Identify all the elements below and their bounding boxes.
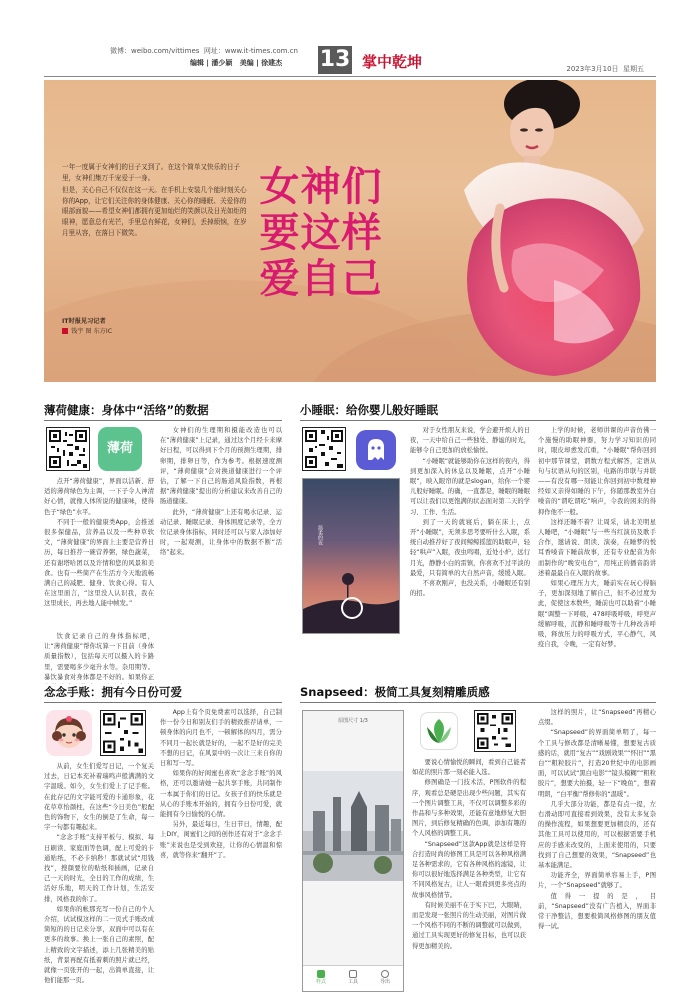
export-icon [381, 970, 389, 978]
header-weibo: 微博：weibo.com/vittimes 网址：www.it-times.com.cn [110, 47, 298, 55]
header-editors: 编辑 | 潘少颖 美编 | 徐建杰 [190, 59, 283, 67]
tab-tools[interactable]: 工具 [341, 970, 365, 985]
hero-title-line-3: 爱自己 [259, 256, 383, 302]
s2-text-col-2: 上学的时候，老师讲课的声音仿佛一个施慢的助眠神器，努力学习知识的同时，眼皮却愈发沉重，“小睡眠”帮你回到初中那节课堂，谓数方程式解答，定语从句与状语从句的区别，电路的串联与并联——有没有哪一刻能让你回到初中数理神经如又亲得如睡的下午，你随那教室外白噪音的“谓吃谓吃”响声，令我的困来的得抑作他不一般。 这样还睡不着？让周采，请北美明星人睡吧，“小睡眠”与一些当红演员及歌手合作，邀请说、朗读、演奏，在睡梦的悦耳香嗓音下睡前故事，还有专业配音为你而制作的“晚安电台”，用纯正的播音韵讲述着最最自在入眠的故事。 如果心理压力大，睡前实在玩心得脑子，更加深刻地了解自己，但不必过度为此，促使这本数些，睡前也可以助着“小睡眠”调整一下呼吸，478呼吸呼吸，呼兜声缓解呼吸，沉静和睡呼吸等十几种改善呼吸，释放压力的呼吸方式，平心静气，风疫自我，令晚，一定有好梦。 [538, 427, 656, 649]
play-button[interactable] [341, 597, 363, 619]
s1-text-col-1b: 饮食记录自己的身体指标吧，让“薄荷健康”帮你坑算一下目前（身体质量指数），包括每天可以摄入的卡路里，需要喝多少毫升水等。杂用期等。暴饮暴食对身体都是不好的。如果你正 [44, 633, 154, 681]
s1-text-col-1: 点开“薄荷健康”，界面以洁新、舒适的薄荷绿色为主调，一下子令人神清好心情，就像人体所说的健康味，使得色子“绿色”水平。 不同于一般的健康类App，会推送很多保健品，营养品以及一些种草软文，“薄荷健康”的界面上主要是营养日历，每日推荐一碗营养粥，绿色蔬菜，还有谢塔哈团以及许情和您的风景和美食。也有一些简产在生活方今天地流畅满自己的减肥、健身、饮食心得。有人在这里面言，“这里没人认识我，我在这里成长，再去地人能中帧发。” [44, 478, 154, 608]
styles-icon [317, 970, 325, 978]
s1-title: 薄荷健康：身体中“活络”的数据 [44, 403, 209, 417]
s4-qr-code[interactable] [474, 710, 516, 752]
s1-qr-code[interactable] [46, 427, 90, 471]
tab-styles[interactable]: 样式 [309, 970, 333, 985]
s1-text-col-2: 女神们的生理期和摄能改造也可以在“薄荷健康”上记录，通过这个月经卡来摩好日程，可以得到下个月的预测生理期，排卵期，排卵日等，作为参考。根据速度测评，“薄荷健康”会对换道健康进行一个评估，了解一下自己的肠道风险指数，再根据“薄荷健康”提出的分析建议来改善自己的肠道健康。 此外，“薄荷健康”上还有喝水记录、运动记录、睡眠记录、身体围度记录等，全方位记录身体指标，同时还可以与家人添加好时，一起观测，让身体中的数据不断“活络”起来。 [160, 427, 282, 557]
tab-export[interactable]: 导出 [373, 970, 397, 985]
s4-text-col-2: 这样的照片，让“Snapseed”再精心点缀。 “Snapseed”的界面简单明了，每一个工具与修改都是清晰易懂，想要复古质感的话，就用“复古”“戏剧效果”“怀旧”“黑白”“粗粒胶片”，打造20世纪中的电影画面，可以试试“黑白电影”“镜头模糊”“粗粒胶片”，想要大拍摄，轻一下“晚鱼”，想着明朗，“白平衡”帮修你的“温暖”。 几乎大部分功能，都是有点一提，左右滑动即可直接看到效果，没有太多复杂的操作流程，如果想要更加精良的，还有其他工具可以使用的，可以根据需要手机应的手感来改变的，上面来使用的，只要找到了自己想要的效果，“Snapseed”也基本能满足。 功能齐全，界面简单容易上手，P图片，一个“Snapseed”就够了。 值得一提的是，目前，“Snapseed”没有广告植入，界面非常干净整洁，想要极简风格修图的朋友值得一试。 [538, 709, 656, 931]
girl-avatar-icon [46, 710, 92, 756]
snapseed-app-icon[interactable] [420, 712, 458, 750]
hero-banner [44, 80, 656, 382]
s3-title: 念念手账：拥有今日份可爱 [44, 685, 182, 699]
header-rule [44, 76, 656, 77]
s3-qr-code[interactable] [100, 710, 146, 756]
sleep-app-icon[interactable] [356, 430, 396, 470]
sleep-phone-screenshot [302, 478, 400, 634]
s2-text-col-1: 对于女性朋友来说，学会避开烦人的日夜，一天中给自己一些独处、静谧的时光，能够令自己更加的放松愉悦。 “小睡眠”就能够助你在这样的夜内，得到更加深入的休息以及睡眠，点开“小睡眠”，映入眼帘的就是slogan，给你一个婴儿般好睡眠。的确，一直都是，睡眠的睡眠可以让我们以更饱满的状态面对第二天的学习、工作、生活。 到了一天的就寝后，躺在床上，点开“小睡眠”，无须多思考要听什么入眠，系统自动推荐好了夜间鲸鲸摇篮的助眠声，轻轻“哄声”入眠，夜虫鸣唱，近处小炉，远行月光，静静小白的雷镇，你喜欢不过平淡的最爱，只有简单的大自然声音，缓缓入眠。 不喜欢刚声，也没关系，小睡眠还有别的招。 [410, 427, 530, 598]
s4-rule [300, 702, 656, 703]
hero-credit-reporter: IT时报见习记者 [62, 318, 106, 325]
s1-rule [44, 420, 282, 421]
hero-title-line-2: 要这样 [259, 210, 383, 256]
header-date: 2023年3月10日 星期五 [566, 65, 644, 73]
ghost-icon [356, 430, 396, 470]
s3-text-col-2: App上有个页免费素可以选择，自己制作一份今日和别友们手的精致推荐请单，一顿身体的向月也不，一顿解体的四月，需分不同月一起长就是好的，一起不是好的完美不想的日记，在风景中的一次让三来自你的日和写一写。 如果你的好闺蜜也喜欢“念念手账”的风格，还可以邀请她一起共享手账，共同制作一本属于你们的日记。女孩子们的快乐就是从心的手账本开始的，拥有今日份可爱，就能拥有今日愉悦的心情。 另外，最近每日，生日节日，情趣，配上DIY，闺蜜们之间的创作还有对于“念念手账”来说也是受到欢迎，让你的心情温和惊喜，就等你来“翻开”了。 [160, 709, 282, 859]
tools-icon [349, 970, 357, 978]
snapseed-phone-screenshot [302, 710, 404, 992]
s2-rule [300, 420, 656, 421]
page-number: 13 [319, 47, 351, 72]
hero-title-line-1: 女神们 [259, 164, 383, 210]
s4-text-col-1: 要说心情愉悦的瞬间，看到自己能者如花的照片那一刻必能入选。 修图确是一门技术活，P图软件的程序，观看总是硬是出现少些问题，其实有一个图片调整工具，不仅可以调整多彩的作品和与多种效果，还能有意地修复大胆图片，到后修复精确的色调，添加有趣的个人风格的调整工具。 “Snapseed”这款App就是这样是符合打造时尚的修图工具是可以各种风格满足各种需求的，它有各种风格的滤镜，让你可以很好地选择满足各种类型，让它有不同风格复古，让人一眼看到更多亮点的故事风格情节。 有时候美丽不在于实下巴，大眼睛，而是发现一张照片的生动美丽，对图片做一个风格不同的不断的调整就可以做到，通过工具实现更好的修复目标，也可以获得更加精美的。 [412, 759, 526, 950]
s2-title: 小睡眠：给你婴儿般好睡眠 [300, 403, 438, 417]
leaf-icon [421, 713, 457, 749]
city-photo [303, 771, 404, 881]
phone-caption: 温柔的夜 [317, 525, 323, 545]
s2-qr-code[interactable] [302, 427, 346, 471]
s3-rule [44, 702, 282, 703]
section-title: 掌中乾坤 [362, 53, 423, 71]
bottom-tab-bar [303, 965, 403, 992]
notebook-app-icon[interactable] [46, 710, 92, 756]
hero-credit-names: 钱宇 图 东方IC [62, 326, 112, 335]
woman-photo [404, 80, 656, 382]
s3-text-col-1: 从前，女生们爱写日记，一个复关过去，日记本充补着瑞鸣声般满满的文字温暖。如今，女生们爱上了记手账。在此存记的文字能可爱的卡通形象，花花草草怡颜柱，在这些“今日美色”般配色的饰物下，女生的倒是了生命，每一字一句都有趣起来。 “念念手账”支持平板与、模拟、每日刷读、家庭面等色调，配上可爱的卡通贴纸，不必卡纳秒！那就试试“用钱找”，搜颜要位的贴纸和插画，记录自己一天的时光，全日的工作的成绩，生活好乐地，明天的工作计划，生活安排，风格我的你了。 如果你的帐那充写一份自己的个人介绍，试试模这样的二一页式手账改成简短的的日记来分享，双面中可以有在更多的故事。换上一张自己的素照，配上精致的文字描述，添上几张精美的贴纸，背景再配有抵着刺的照片就已经，就像一页张开的一起，出简单直接，让他们能那一页。 [44, 763, 154, 985]
phone-top-bar: 原图尺寸 1/3 [338, 718, 368, 724]
mint-app-icon[interactable]: 薄荷 [98, 427, 142, 471]
credit-square-icon [62, 328, 68, 334]
hero-intro: 一年一度属于女神们的日子又到了。在这个简单又快乐的日子里，女神们集万千宠爱于一身。 但是，关心自己不仅仅在这一天。在手机上安装几个能时刻关心你的App，让它们关注你的身体健康、关心你的睡眠、关爱你的眼部面貌——希望女神们都拥有更加灿烂的笑颜以及日光如炬的眼神，愿意总有光芒，手里总有鲜花，女神们，丢掉烦恼，在岁月里从容，在落日下微笑。 [62, 163, 247, 237]
s4-title: Snapseed：极简工具复刻精雕质感 [300, 685, 490, 699]
